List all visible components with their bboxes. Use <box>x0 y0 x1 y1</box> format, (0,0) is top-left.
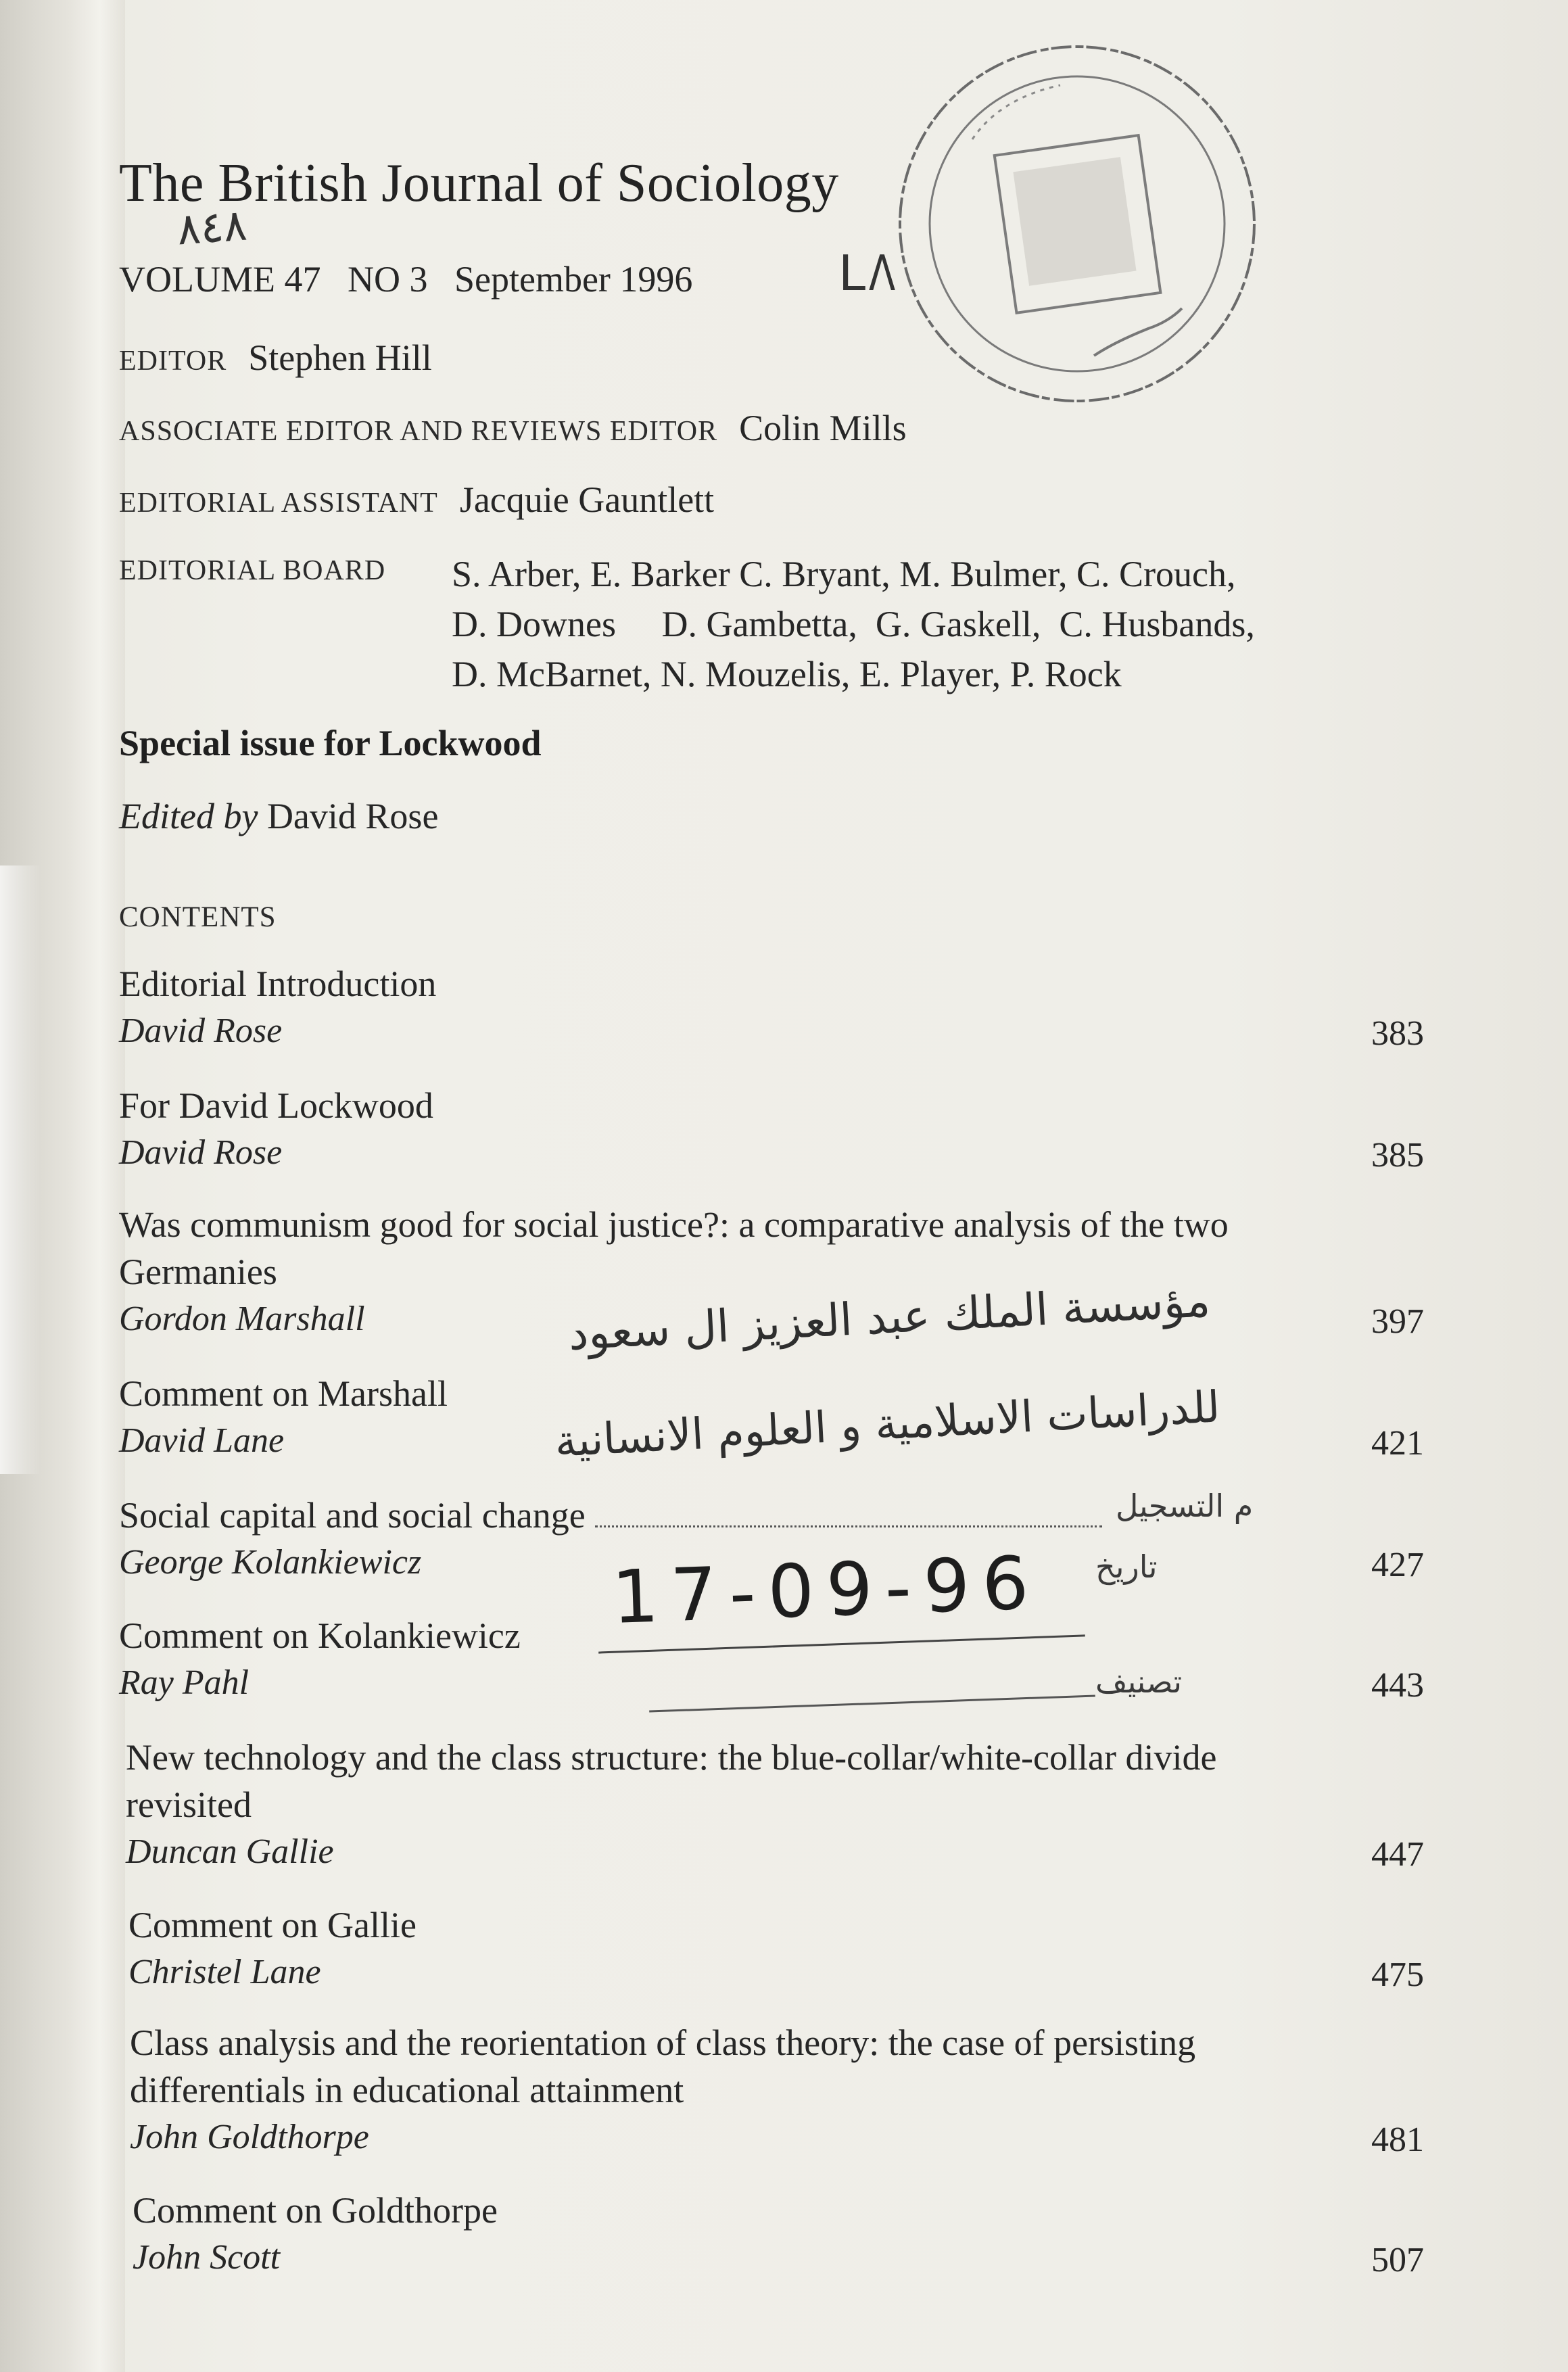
entry-page: 507 <box>1371 2241 1424 2279</box>
entry-page: 397 <box>1371 1302 1424 1341</box>
entry-author: Christel Lane <box>128 1953 321 1991</box>
edited-by-name: David Rose <box>266 796 439 836</box>
entry-title: New technology and the class structure: the blue-collar/white-collar divide revisited <box>126 1737 1217 1825</box>
entry-page: 481 <box>1371 2120 1424 2159</box>
board-line: D. McBarnet, N. Mouzelis, E. Player, P. Rock <box>452 654 1122 694</box>
board-line: D. Downes D. Gambetta, G. Gaskell, C. Husbands, <box>452 604 1255 644</box>
entry-author: David Rose <box>119 1133 283 1172</box>
entry-author: Duncan Gallie <box>126 1832 334 1871</box>
contents-entry[interactable] <box>133 2187 1424 2281</box>
special-issue-heading: Special issue for Lockwood <box>119 723 542 763</box>
entry-title: Editorial Introduction <box>119 964 437 1004</box>
editor-label: EDITOR <box>119 346 227 377</box>
contents-entry[interactable] <box>130 2019 1424 2161</box>
entry-title: Class analysis and the reorientation of class theory: the case of persisting differentials in educational attainment <box>130 2022 1196 2110</box>
editor-row <box>119 337 432 379</box>
contents-entry[interactable] <box>128 1901 1424 1996</box>
stamp-date-value: 17-09-96 <box>611 1540 1043 1641</box>
board-line: S. Arber, E. Barker C. Bryant, M. Bulmer, C. Crouch, <box>452 554 1236 594</box>
stamp-classification-label: تصنيف <box>1095 1663 1183 1700</box>
editor-name: Stephen Hill <box>248 337 432 378</box>
stamp-registration-label: م التسجيل <box>1116 1488 1254 1524</box>
editorial-assistant-label: EDITORIAL ASSISTANT <box>119 488 438 519</box>
light-glare <box>0 865 41 1474</box>
associate-editor-name: Colin Mills <box>739 408 907 448</box>
stamp-date-label: تاريخ <box>1095 1548 1158 1585</box>
issue-number: NO 3 <box>347 259 428 300</box>
stamp-institution-line1: مؤسسة الملك عبد العزيز ال سعود <box>567 1275 1212 1360</box>
editorial-assistant-row <box>119 479 714 521</box>
entry-page: 383 <box>1371 1014 1424 1053</box>
edited-by-prefix: Edited by <box>119 796 258 836</box>
editorial-board-row <box>119 554 385 587</box>
entry-author: John Scott <box>133 2238 281 2277</box>
journal-title: The British Journal of Sociology <box>119 153 839 213</box>
issue-line <box>119 258 710 300</box>
entry-author: David Rose <box>119 1012 283 1050</box>
editorial-board-names <box>452 549 1255 699</box>
entry-title: Comment on Goldthorpe <box>133 2190 498 2231</box>
entry-page: 421 <box>1371 1424 1424 1463</box>
entry-author: Gordon Marshall <box>119 1300 365 1338</box>
entry-title: Was communism good for social justice?: a comparative analysis of the two Germanies <box>119 1204 1229 1292</box>
entry-author: John Goldthorpe <box>130 2118 369 2156</box>
entry-title: Comment on Kolankiewicz <box>119 1615 521 1656</box>
entry-title: For David Lockwood <box>119 1085 433 1126</box>
stamp-registration-line <box>595 1525 1102 1527</box>
associate-editor-row <box>119 407 907 449</box>
entry-author: George Kolankiewicz <box>119 1543 422 1582</box>
handwritten-initials: LΛ <box>838 245 896 302</box>
issue-date: September 1996 <box>454 259 693 300</box>
editorial-assistant-name: Jacquie Gauntlett <box>459 479 715 520</box>
entry-page: 443 <box>1371 1666 1424 1705</box>
entry-page: 447 <box>1371 1835 1424 1874</box>
volume-label: VOLUME 47 <box>119 259 321 300</box>
entry-author: Ray Pahl <box>119 1663 250 1702</box>
entry-page: 385 <box>1371 1136 1424 1175</box>
edited-by-line <box>119 795 438 837</box>
associate-editor-label: ASSOCIATE EDITOR AND REVIEWS EDITOR <box>119 416 718 447</box>
entry-page: 427 <box>1371 1546 1424 1584</box>
entry-author: David Lane <box>119 1421 285 1460</box>
entry-title: Comment on Gallie <box>128 1905 417 1945</box>
editorial-board-label: EDITORIAL BOARD <box>119 555 386 586</box>
contents-entry[interactable] <box>119 960 1424 1055</box>
stamp-institution-line2: للدراسات الاسلامية و العلوم الانسانية <box>553 1382 1222 1467</box>
entry-page: 475 <box>1371 1955 1424 1994</box>
entry-title: Comment on Marshall <box>119 1373 448 1414</box>
contents-entry[interactable] <box>126 1734 1424 1876</box>
entry-title: Social capital and social change <box>119 1495 586 1536</box>
contents-heading: CONTENTS <box>119 901 277 933</box>
contents-entry[interactable] <box>119 1082 1424 1177</box>
library-seal-stamp <box>891 38 1263 410</box>
handwritten-number: ٨٤٨ <box>175 200 249 256</box>
